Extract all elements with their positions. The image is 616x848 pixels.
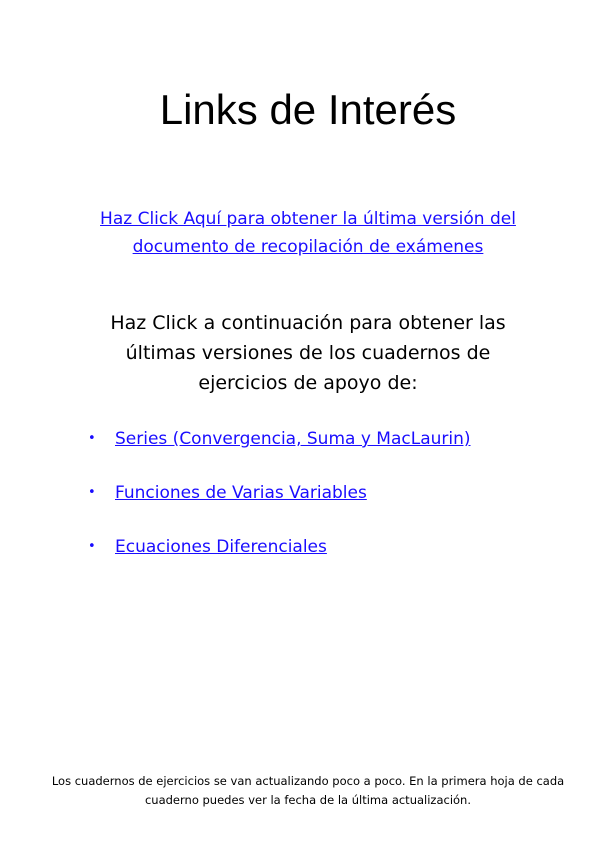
page-title: Links de Interés — [159, 86, 457, 133]
footnote — [20, 772, 596, 810]
intro-paragraph — [60, 308, 556, 398]
intro-line3: ejercicios de apoyo de: — [198, 372, 418, 394]
footnote-line2: cuaderno puedes ver la fecha de la última actualización. — [144, 793, 472, 807]
workbook-links-list — [88, 425, 558, 587]
bullet-icon: • — [88, 431, 96, 446]
list-item — [88, 533, 558, 561]
list-item — [88, 425, 558, 453]
exam-compilation-link[interactable] — [70, 205, 546, 261]
exam-compilation-link-line1[interactable]: Haz Click Aquí para obtener la última versión del — [100, 209, 516, 229]
list-item — [88, 479, 558, 507]
multivariable-functions-workbook-link[interactable]: Funciones de Varias Variables — [115, 483, 367, 503]
intro-line2: últimas versiones de los cuadernos de — [125, 342, 491, 364]
intro-line1: Haz Click a continuación para obtener las — [110, 312, 506, 334]
series-workbook-link[interactable]: Series (Convergencia, Suma y MacLaurin) — [115, 429, 471, 449]
bullet-icon: • — [88, 539, 96, 554]
footnote-line1: Los cuadernos de ejercicios se van actualizando poco a poco. En la primera hoja de cada — [51, 774, 565, 788]
bullet-icon: • — [88, 485, 96, 500]
differential-equations-workbook-link[interactable]: Ecuaciones Diferenciales — [115, 537, 327, 557]
exam-compilation-link-line2[interactable]: documento de recopilación de exámenes — [132, 237, 484, 257]
